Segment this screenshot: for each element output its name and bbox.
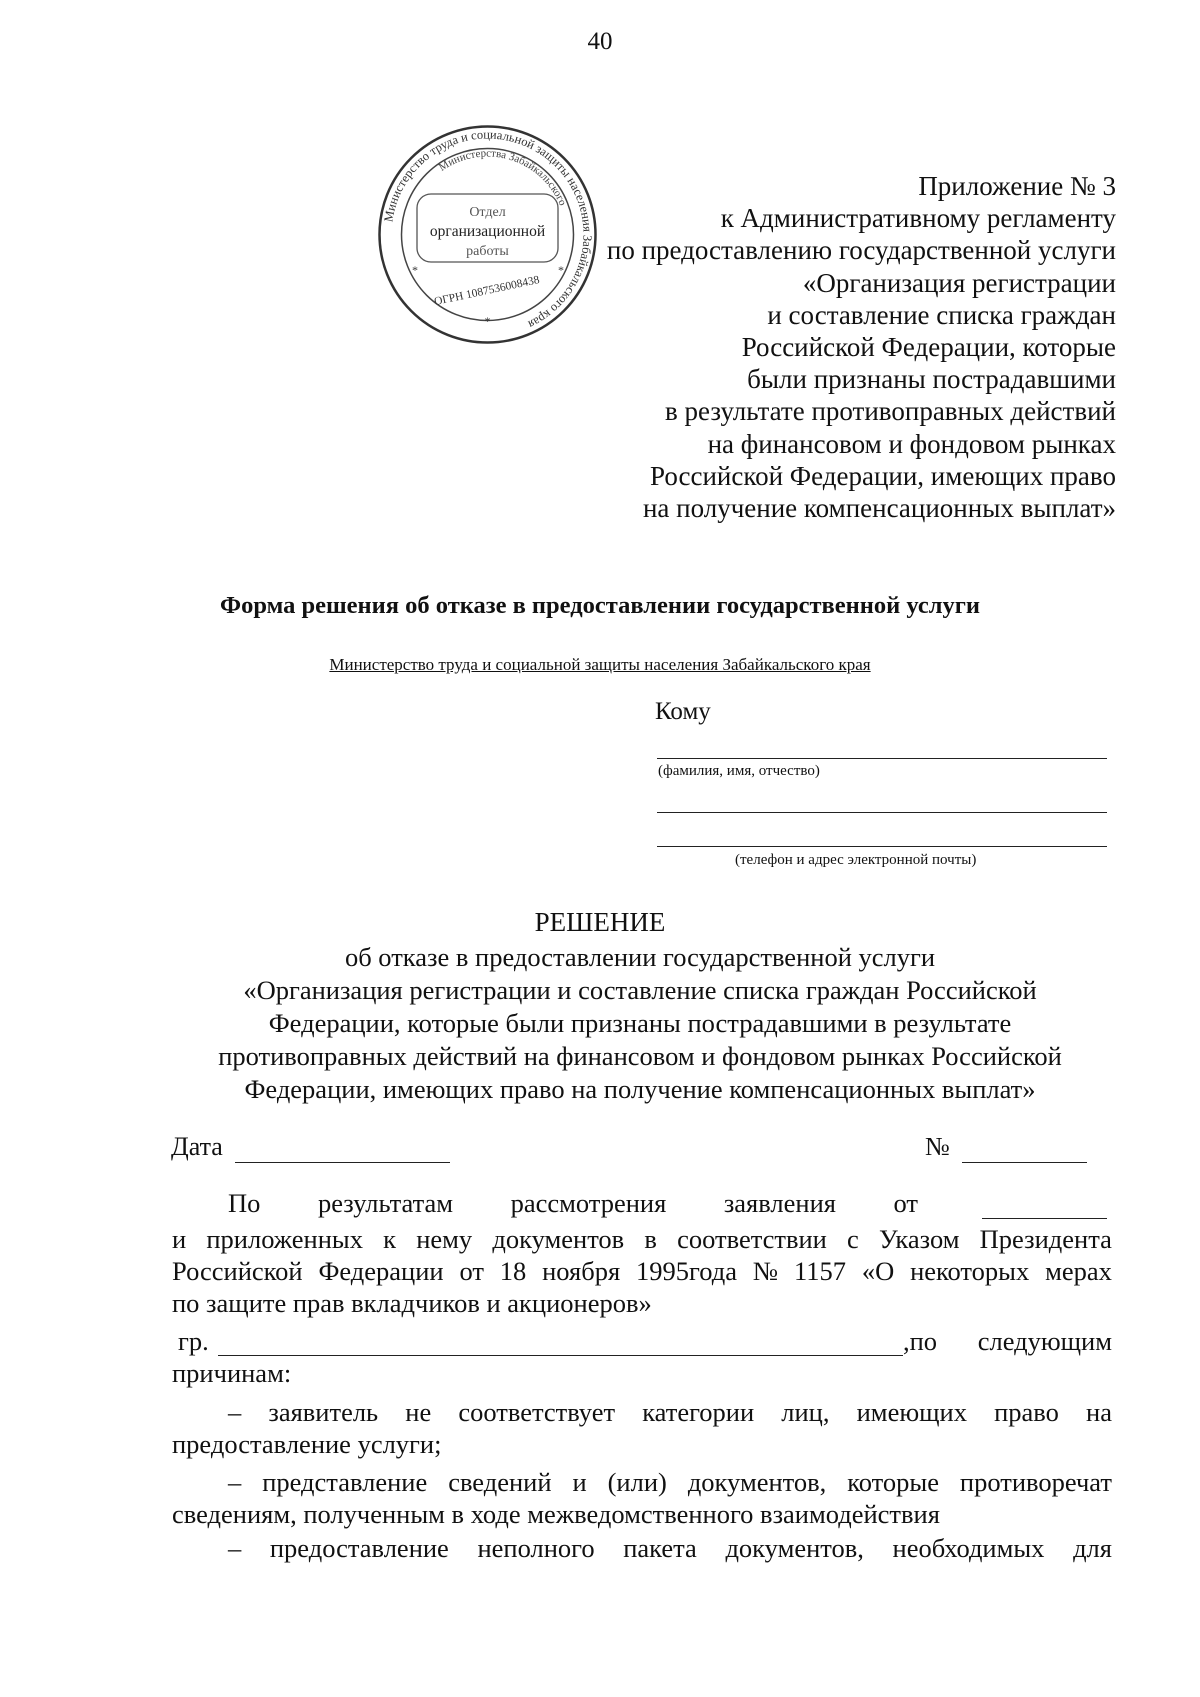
word: необходимых	[892, 1533, 1045, 1563]
word: представление	[262, 1467, 428, 1497]
appendix-line: к Административному регламенту	[720, 203, 1116, 234]
word: соответствует	[458, 1397, 616, 1427]
reason-1-line-1	[228, 1396, 1112, 1428]
word: –	[228, 1467, 242, 1497]
recipient-name-line	[657, 758, 1107, 759]
stamp-outer-text: Министерство труда и социальной защиты населения Забайкальского края	[381, 127, 595, 332]
citizen-name-blank-line	[218, 1355, 903, 1356]
word: сведений	[448, 1467, 552, 1497]
word: По	[228, 1188, 261, 1218]
decision-heading: РЕШЕНИЕ	[534, 907, 666, 937]
word: лиц,	[781, 1397, 830, 1427]
word: –	[228, 1397, 242, 1427]
word: от	[893, 1188, 918, 1218]
decision-subtitle-line: «Организация регистрации и составление списка граждан Российской	[243, 975, 1037, 1005]
word: для	[1073, 1533, 1112, 1563]
body-line-4: по защите прав вкладчиков и акционеров»	[172, 1288, 652, 1318]
stamp-ogrn: ОГРН 1087536008438	[433, 274, 541, 309]
stamp-star-right-icon: *	[558, 263, 564, 277]
recipient-contact-line-2	[657, 846, 1107, 847]
body-line-1	[228, 1187, 918, 1219]
recipient-name-caption: (фамилия, имя, отчество)	[658, 763, 820, 779]
word: ноября	[542, 1256, 621, 1286]
word: документов,	[725, 1533, 864, 1563]
word: следующим	[977, 1326, 1112, 1356]
word: Российской	[172, 1256, 303, 1286]
date-blank-line	[235, 1162, 450, 1163]
word: рассмотрения	[510, 1188, 667, 1218]
recipient-contact-line-1	[657, 812, 1107, 813]
word: и	[172, 1224, 187, 1254]
recipient-contact-caption: (телефон и адрес электронной почты)	[735, 852, 977, 868]
date-label: Дата	[171, 1132, 223, 1161]
appendix-header	[607, 170, 1116, 524]
appendix-line: и составление списка граждан	[767, 299, 1116, 330]
word: предоставление	[269, 1533, 449, 1563]
decision-subtitle-line: Федерации, имеющих право на получение компенсационных выплат»	[244, 1074, 1036, 1104]
appendix-line: на получение компенсационных выплат»	[642, 493, 1116, 524]
word: и	[572, 1467, 587, 1497]
appendix-line: Российской Федерации, имеющих право	[649, 460, 1116, 491]
word: 1995года	[636, 1256, 737, 1286]
appendix-line: по предоставлению государственной услуги	[606, 235, 1116, 266]
form-title: Форма решения об отказе в предоставлении государственной услуги	[220, 592, 980, 619]
reason-2-line-2: сведениям, полученным в ходе межведомственного взаимодействия	[172, 1499, 940, 1529]
word: право	[994, 1397, 1059, 1427]
word: «О	[861, 1256, 895, 1286]
ministry-name: Министерство труда и социальной защиты населения Забайкальского края	[329, 655, 871, 674]
application-date-blank-line	[982, 1218, 1107, 1219]
appendix-line: на финансовом и фондовом рынках	[707, 428, 1116, 459]
word: документов	[492, 1224, 625, 1254]
word: заявления	[723, 1188, 836, 1218]
word: результатам	[317, 1188, 454, 1218]
decision-subtitle-line: Федерации, которые были признаны пострадавшими в результате	[268, 1008, 1012, 1038]
word: в	[644, 1224, 657, 1254]
word: к	[383, 1224, 397, 1254]
citizen-suffix	[903, 1325, 1112, 1357]
number-blank-line	[962, 1162, 1087, 1163]
number-label: №	[925, 1132, 950, 1161]
official-stamp-seal	[375, 122, 600, 347]
word: неполного	[477, 1533, 595, 1563]
decision-subtitle-line: об отказе в предоставлении государственной услуги	[344, 942, 936, 972]
word: противоречат	[959, 1467, 1112, 1497]
word: мерах	[1045, 1256, 1112, 1286]
stamp-center-line-2: организационной	[429, 223, 546, 240]
decision-subtitle-line: противоправных действий на финансовом и фондовом рынках Российской	[218, 1041, 1062, 1071]
appendix-line: были признаны пострадавшими	[747, 364, 1116, 395]
citizen-prefix: гр.	[178, 1326, 209, 1356]
word: 18	[499, 1256, 527, 1286]
word: 1157	[793, 1256, 846, 1286]
reason-2-line-1	[228, 1466, 1112, 1498]
appendix-line: в результате противоправных действий	[665, 396, 1116, 427]
stamp-star-left-icon: *	[412, 263, 418, 277]
stamp-star-bottom-icon: *	[484, 314, 491, 328]
word: приложенных	[206, 1224, 363, 1254]
word: –	[228, 1533, 242, 1563]
word: заявитель	[268, 1397, 379, 1427]
recipient-label: Кому	[655, 698, 711, 725]
word: не	[405, 1397, 432, 1427]
word: категории	[642, 1397, 755, 1427]
reasons-intro: причинам:	[172, 1358, 292, 1388]
word: с	[847, 1224, 859, 1254]
reason-1-line-2: предоставление услуги;	[172, 1429, 442, 1459]
body-line-2	[172, 1223, 1112, 1255]
word: Федерации	[318, 1256, 444, 1286]
page-number: 40	[587, 28, 613, 55]
word: имеющих	[856, 1397, 967, 1427]
stamp-center-line-1: Отдел	[469, 205, 506, 220]
word: (или)	[607, 1467, 667, 1497]
appendix-line: Приложение № 3	[918, 171, 1116, 201]
word: которые	[847, 1467, 939, 1497]
word: Указом	[878, 1224, 960, 1254]
word: на	[1086, 1397, 1112, 1427]
word: №	[752, 1256, 779, 1286]
stamp-inner-text: Министерства Забайкальского	[436, 147, 569, 208]
reason-3-line-1	[228, 1532, 1112, 1564]
word: Президента	[979, 1224, 1112, 1254]
word: некоторых	[910, 1256, 1030, 1286]
decision-subtitle	[160, 941, 1120, 1106]
appendix-line: «Организация регистрации	[802, 267, 1116, 298]
word: пакета	[623, 1533, 697, 1563]
word: нему	[416, 1224, 473, 1254]
word: соответствии	[677, 1224, 827, 1254]
appendix-line: Российской Федерации, которые	[741, 332, 1116, 363]
word: документов,	[687, 1467, 827, 1497]
word: ,по	[903, 1326, 938, 1356]
stamp-center-line-3: работы	[466, 244, 509, 259]
body-line-3	[172, 1255, 1112, 1287]
word: от	[459, 1256, 484, 1286]
